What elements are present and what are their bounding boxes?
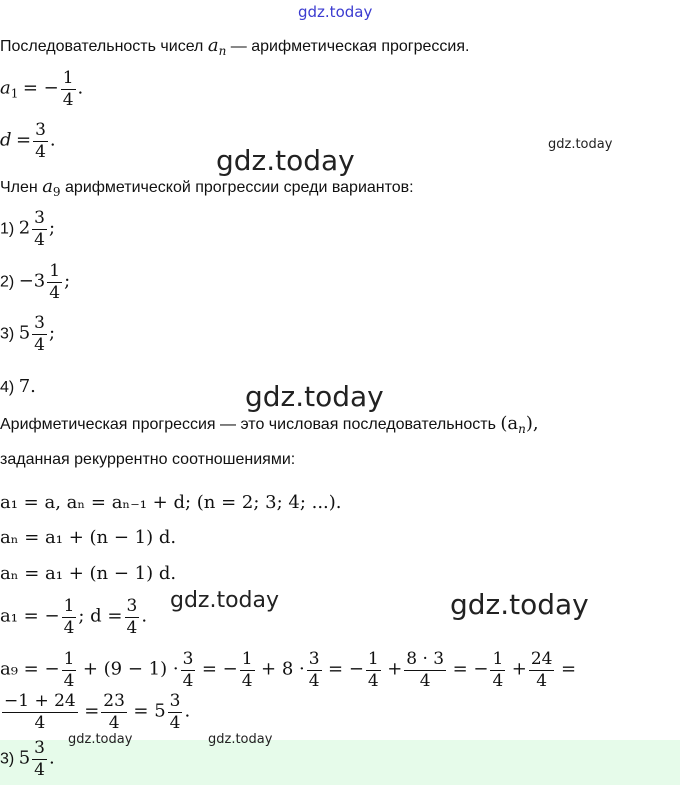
- watermark: gdz.today: [170, 588, 280, 613]
- watermark-top: gdz.today: [298, 3, 373, 21]
- watermark: gdz.today: [216, 144, 355, 177]
- question: Член $a_9$ арифметической прогрессии среди вариантов:: [0, 176, 414, 199]
- watermark: gdz.today: [68, 732, 133, 747]
- recurrence-formula: a₁ = a, aₙ = aₙ₋₁ + d; (n = 2; 3; 4; ...).: [0, 492, 342, 513]
- given-values: a₁ = − $\frac{1}{4}$ ; d = $\frac{3}{4}$ .: [0, 596, 148, 638]
- watermark: gdz.today: [548, 137, 613, 152]
- definition-line-1: Арифметическая прогрессия — это числовая последовательность $(a_n)$,: [0, 413, 539, 436]
- calculation-line-1: a₉ = − $\frac{1}{4}$ + (9 − 1) · $\frac{3}{4}$ = − $\frac{1}{4}$ + 8 · $\frac{3}{4}$ = − $\frac{1}{4}$ + $\frac{8 \cdot 3}{4}$ = − $\frac{1}{4}$ + $\frac{24}{4}$ =: [0, 649, 577, 691]
- answer-line: 3) 5 $\frac{3}{4}$ .: [0, 738, 55, 780]
- definition-line-2: заданная рекуррентно соотношениями:: [0, 451, 296, 468]
- calculation-line-2: $\frac{-1 + 24}{4}$ = $\frac{23}{4}$ = 5 $\frac{3}{4}$ .: [4, 691, 191, 733]
- option-2: 2) −3 $\frac{1}{4}$ ;: [0, 261, 71, 303]
- given-a1: $a_1$ = − $\frac{1}{4}$ .: [0, 68, 84, 110]
- general-formula: aₙ = a₁ + (n − 1) d.: [0, 527, 177, 548]
- watermark: gdz.today: [245, 380, 384, 413]
- watermark: gdz.today: [450, 588, 589, 621]
- option-4: 4) 7.: [0, 376, 36, 397]
- problem-intro: Последовательность чисел $a_n$ — арифметическая прогрессия.: [0, 35, 470, 58]
- option-3: 3) 5 $\frac{3}{4}$ ;: [0, 313, 56, 355]
- given-d: d = $\frac{3}{4}$ .: [0, 120, 56, 162]
- general-formula-repeat: aₙ = a₁ + (n − 1) d.: [0, 563, 177, 584]
- watermark: gdz.today: [208, 732, 273, 747]
- option-1: 1) 2 $\frac{3}{4}$ ;: [0, 208, 56, 250]
